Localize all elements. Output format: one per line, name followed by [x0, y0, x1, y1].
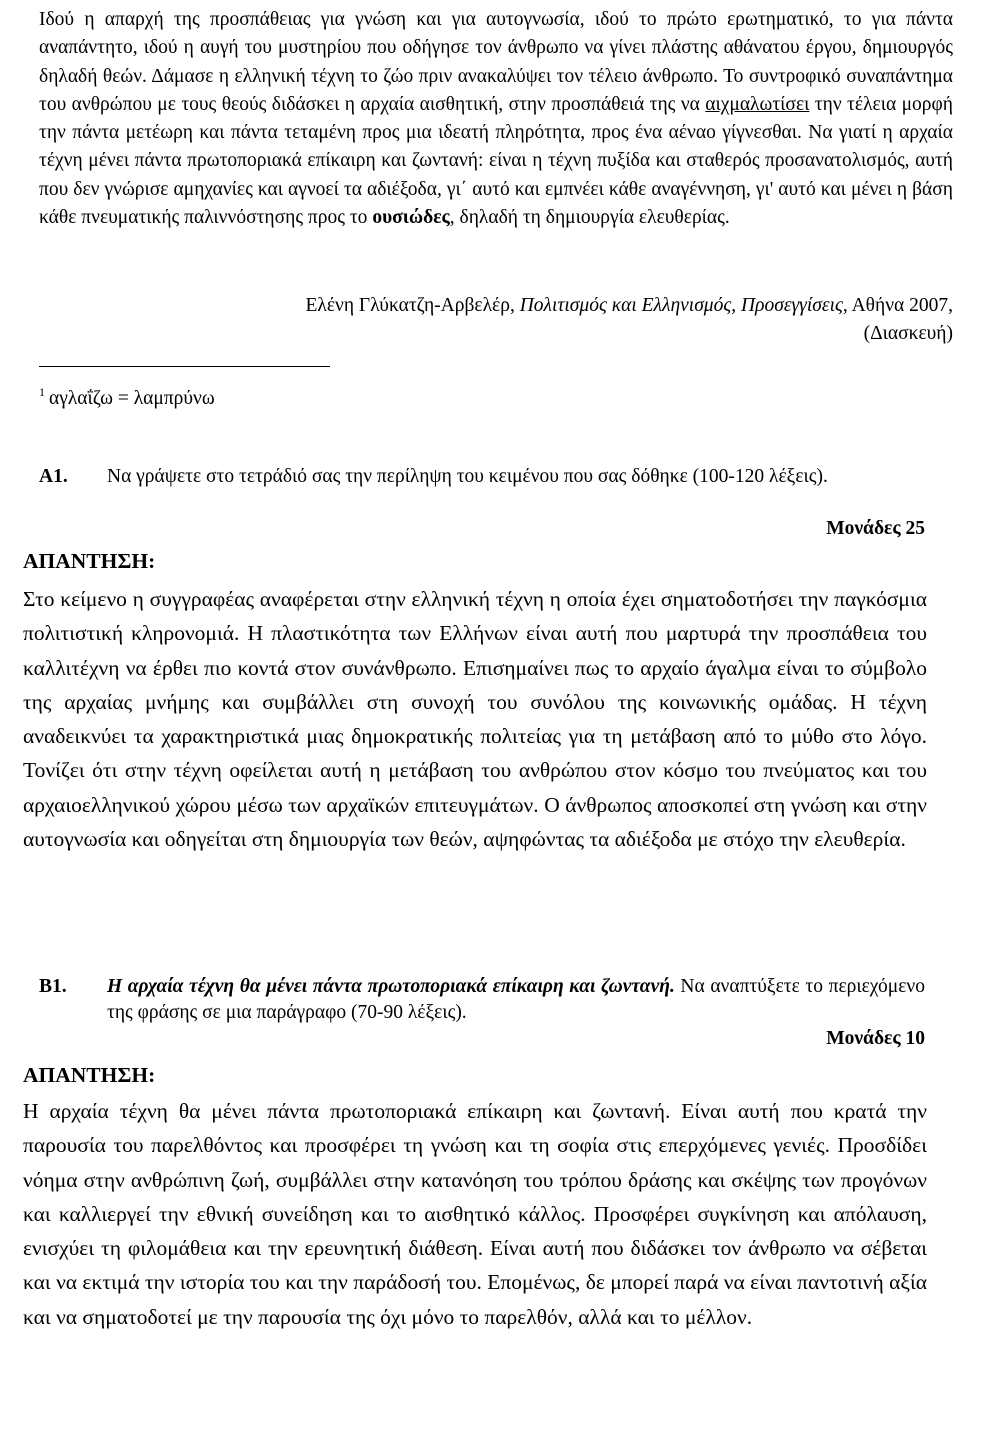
question-b1-emphasis: Η αρχαία τέχνη θα μένει πάντα πρωτοποριακά επίκαιρη και ζωντανή. [107, 976, 675, 997]
passage-underlined-word: αιχμαλωτίσει [705, 93, 810, 115]
source-author: Ελένη Γλύκατζη-Αρβελέρ, [305, 295, 520, 316]
source-note: (Διασκευή) [863, 323, 953, 344]
passage-text-part-2: την τέλεια μορφή την πάντα μετέωρη και πάντα τεταμένη προς μια ιδεατή πληρότητα, προς ένα αέναο γίγνεσθαι. Να γιατί η αρχαία τέχνη μένει πάντα πρωτοποριακά επίκαιρη και ζωντανή: είναι η τέχνη πυξίδα και σταθερός προσανατολισμός, αυτή που δεν γνώρισε αμηχανίες και αγνοεί τα αδιέξοδα, γι΄ αυτό και εμπνέει κάθε αναγέννηση, γι' αυτό και μένει η βάση κάθε πνευματικής παλιννόστησης προς το [39, 93, 953, 229]
source-passage [39, 6, 953, 232]
passage-text-part-1: Ιδού η απαρχή της προσπάθειας για γνώση και για αυτογνωσία, ιδού το πρώτο ερωτηματικό, το για πάντα αναπάντητο, ιδού η αυγή του μυστηρίου που οδήγησε τον άνθρωπο να γίνει πλάστης αθάνατου έργου, δημιουργός δηλαδή θεών. Δάμασε η ελληνική τέχνη το ζώο πριν ανακαλύψει τον τέλειο άνθρωπο. Το συντροφικό συναπάντημα του ανθρώπου με τους θεούς διδάσκει η αρχαία αισθητική, στην προσπάθειά της να [39, 9, 953, 115]
passage-text-part-3: , δηλαδή τη δημιουργία ελευθερίας. [449, 207, 730, 229]
question-b1-text [107, 974, 925, 1026]
passage-source [305, 292, 953, 348]
question-b1-marks: Μονάδες 10 [826, 1028, 925, 1049]
question-b1-number: Β1. [39, 976, 67, 997]
answer-b1-heading: ΑΠΑΝΤΗΣΗ: [23, 1063, 156, 1087]
question-a1 [39, 464, 925, 490]
answer-a1-heading: ΑΠΑΝΤΗΣΗ: [23, 549, 156, 573]
answer-b1-text: Η αρχαία τέχνη θα μένει πάντα πρωτοποριακά επίκαιρη και ζωντανή. Είναι αυτή που κρατά την παρουσία του παρελθόντος και προσφέρει τη γνώση και τη σοφία στις επερχόμενες γενιές. Προσδίδει νόημα στην ανθρώπινη ζωή, συμβάλλει στην κατανόηση του τρόπου δράσης και σκέψης των προγόνων και καλλιεργεί την εθνική συνείδηση και το αισθητικό κάλλος. Προσφέρει συγκίνηση και απόλαυση, ενισχύει τη φιλομάθεια και την ερευνητική διάθεση. Είναι αυτή που διδάσκει τον άνθρωπο να σέβεται και να εκτιμά την ιστορία του και την παράδοσή του. Επομένως, δε μπορεί παρά να είναι παντοτινή αξία και να σηματοδοτεί με την παρουσία της όχι μόνο το παρελθόν, αλλά και το μέλλον. [23, 1099, 927, 1329]
footnote [39, 378, 215, 413]
footnote-text: αγλαΐζω = λαμπρύνω [49, 388, 215, 409]
question-b1-instruction: Να αναπτύξετε το περιεχόμενο της φράσης σε μια παράγραφο (70-90 λέξεις). [107, 976, 925, 1023]
question-a1-marks: Μονάδες 25 [826, 518, 925, 539]
source-citation [305, 292, 953, 320]
passage-bold-word: ουσιώδες [372, 207, 450, 229]
answer-a1-text: Στο κείμενο η συγγραφέας αναφέρεται στην ελληνική τέχνη η οποία έχει σηματοδοτήσει την παγκόσμια πολιτιστική κληρονομιά. Η πλαστικότητα των Ελλήνων είναι αυτή που μαρτυρά την προσπάθεια του καλλιτέχνη να έρθει πιο κοντά στον συνάνθρωπο. Επισημαίνει πως το αρχαίο άγαλμα είναι το σύμβολο της αρχαίας μνήμης και συμβάλλει στη συνοχή του συνόλου της κοινωνικής ομάδας. Η τέχνη αναδεικνύει τα χαρακτηριστικά μιας δημοκρατικής πολιτείας για τη μετάβαση από το μύθο στο λόγο. Τονίζει ότι στην τέχνη οφείλεται αυτή η μετάβαση του ανθρώπου στον κόσμο του πνεύματος και του αρχαιοελληνικού χώρου μέσω των αρχαϊκών επιτευγμάτων. Ο άνθρωπος αποσκοπεί στη γνώση και στην αυτογνωσία και οδηγείται στη δημιουργία των θεών, αψηφώντας τα αδιέξοδα με στόχο την ελευθερία. [23, 587, 927, 852]
footnote-marker: 1 [39, 385, 45, 399]
footnote-divider [39, 366, 330, 367]
question-b1 [39, 974, 925, 1026]
source-place-year: , Αθήνα 2007, [842, 295, 953, 316]
question-a1-text: Να γράψετε στο τετράδιό σας την περίληψη του κειμένου που σας δόθηκε (100-120 λέξεις). [107, 466, 828, 487]
source-title: Πολιτισμός και Ελληνισμός, Προσεγγίσεις [519, 295, 843, 316]
question-a1-number: Α1. [39, 466, 68, 487]
